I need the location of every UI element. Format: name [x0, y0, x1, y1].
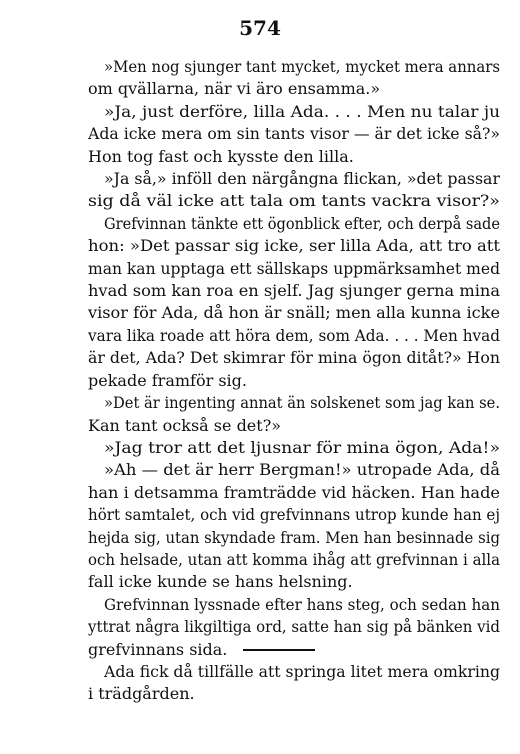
text-line: i trädgården.: [88, 684, 195, 704]
text-line: hvad som kan roa en sjelf. Jag sjunger gerna mina: [88, 281, 500, 301]
text-line: Hon tog fast och kysste den lilla.: [88, 146, 354, 166]
text-line: Grefvinnan tänkte ett ögonblick efter, och derpå sade: [104, 213, 500, 233]
text-line: »Det är ingenting annat än solskenet som jag kan se.: [104, 393, 500, 413]
text-line: hejda sig, utan skyndade fram. Men han besinnade sig: [88, 527, 500, 547]
text-line: han i detsamma framträdde vid häcken. Han hade: [88, 482, 500, 502]
text-line: fall icke kunde se hans helsning.: [88, 572, 353, 592]
text-line: och helsade, utan att komma ihåg att grefvinnan i alla: [88, 549, 500, 569]
text-line: pekade framför sig.: [88, 370, 247, 390]
text-line: »Men nog sjunger tant mycket, mycket mera annars: [104, 57, 500, 76]
text-line: yttrat några likgiltiga ord, satte han sig på bänken vid: [88, 617, 500, 637]
text-line: man kan upptaga ett sällskaps uppmärksamhet med: [88, 258, 500, 278]
section-divider: [243, 649, 315, 651]
text-line: om qvällarna, när vi äro ensamma.»: [88, 79, 381, 99]
page-number: 574: [239, 16, 281, 40]
body-text: [88, 56, 500, 706]
text-line: Ada icke mera om sin tants visor — är det icke så?»: [88, 124, 500, 144]
text-line: sig då väl icke att tala om tants vackra visor?»: [88, 191, 500, 211]
text-line: är det, Ada? Det skimrar för mina ögon ditåt?» Hon: [88, 348, 500, 368]
text-line: hon: »Det passar sig icke, ser lilla Ada, att tro att: [88, 236, 500, 256]
text-line: vara lika roade att höra dem, som Ada. . . . Men hvad: [88, 325, 500, 345]
text-line: Ada fick då tillfälle att springa litet mera omkring: [104, 661, 500, 681]
text-line: grefvinnans sida.: [88, 639, 228, 659]
text-line: »Ja, just derföre, lilla Ada. . . . Men nu talar ju: [104, 101, 500, 121]
text-line: »Ja så,» inföll den närgångna flickan, »det passar: [104, 169, 500, 189]
text-line: »Ah — det är herr Bergman!» utropade Ada, då: [104, 460, 500, 480]
text-line: visor för Ada, då hon är snäll; men alla kunna icke: [88, 303, 500, 323]
text-line: »Jag tror att det ljusnar för mina ögon, Ada!»: [104, 437, 500, 457]
text-line: Kan tant också se det?»: [88, 415, 282, 435]
text-line: Grefvinnan lyssnade efter hans steg, och sedan han: [104, 594, 500, 614]
text-line: hört samtalet, och vid grefvinnans utrop kunde han ej: [88, 505, 500, 525]
